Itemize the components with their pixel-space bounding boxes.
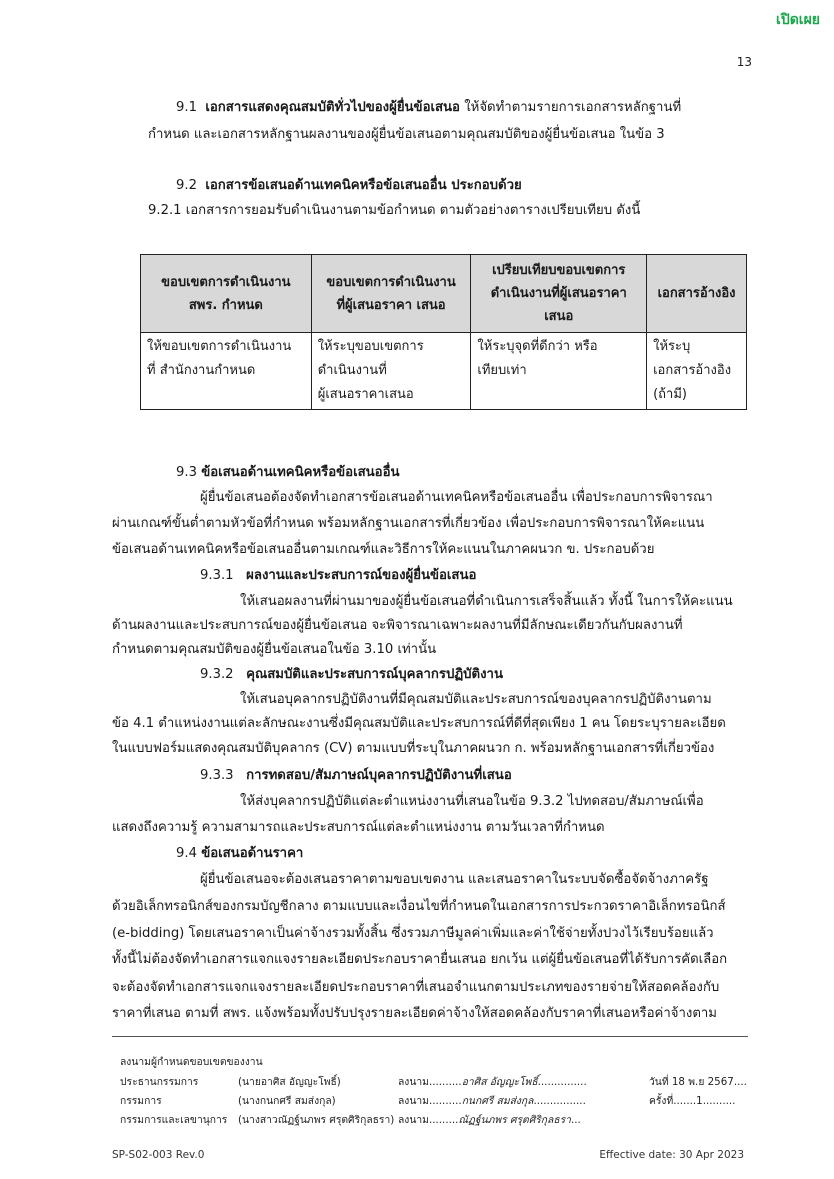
section-title: ผลงานและประสบการณ์ของผู้ยื่นข้อเสนอ	[246, 568, 477, 583]
section-text: ให้จัดทำตามรายการเอกสารหลักฐานที่	[464, 100, 682, 115]
signature-line: ลงนาม..........กนกศรี สมส่งกุล................	[398, 1095, 586, 1107]
paragraph-line: ให้ส่งบุคลากรปฏิบัติแต่ละตำแหน่งงานที่เสนอในข้อ 9.3.2 ไปทดสอบ/สัมภาษณ์เพื่อ	[240, 794, 704, 809]
section-title: เอกสารแสดงคุณสมบัติทั่วไปของผู้ยื่นข้อเสนอ	[205, 100, 460, 115]
section-9-2-1-text: 9.2.1 เอกสารการยอมรับดำเนินงานตามข้อกำหนด ตามตัวอย่างตารางเปรียบเทียบ ดังนี้	[148, 203, 641, 218]
signature-revision: ครั้งที่.......1..........	[649, 1095, 736, 1107]
section-number: 9.2	[176, 178, 197, 193]
signed-name: ณัฏฐ์นภพร ศรุตศิริกุลธรา	[458, 1114, 571, 1126]
paragraph-line: จะต้องจัดทำเอกสารแจกแจงรายละเอียดประกอบราคาที่เสนอจำแนกตามประเภทของรายจ่ายให้สอดคล้องกับ	[112, 980, 720, 995]
table-cell: ให้ระบุ เอกสารอ้างอิง (ถ้ามี)	[647, 333, 747, 410]
table-header-cell: ขอบเขตการดำเนินงาน ที่ผู้เสนอราคา เสนอ	[311, 255, 471, 333]
paragraph-line: ข้อ 4.1 ตำแหน่งงานแต่ละลักษณะงานซึ่งมีคุณสมบัติและประสบการณ์ที่ดีที่สุดเพียง 1 คน โดยระบุรายละเอียด	[112, 716, 726, 731]
table-cell: ให้ขอบเขตการดำเนินงาน ที่ สำนักงานกำหนด	[141, 333, 312, 410]
section-9-2-heading	[176, 177, 522, 195]
section-9-3-3-heading	[200, 767, 512, 785]
section-number: 9.4	[176, 846, 197, 861]
section-number: 9.3.2	[200, 667, 234, 682]
paragraph-line: ผู้ยื่นข้อเสนอจะต้องเสนอราคาตามขอบเขตงาน และเสนอราคาในระบบจัดซื้อจัดจ้างภาครัฐ	[200, 872, 709, 887]
section-number: 9.3.3	[200, 768, 234, 783]
signature-name: (นางสาวณัฏฐ์นภพร ศรุตศิริกุลธรา)	[238, 1114, 395, 1126]
table-header-cell: เปรียบเทียบขอบเขตการ ดำเนินงานที่ผู้เสนอราคา เสนอ	[471, 255, 647, 333]
section-9-4-heading	[176, 845, 303, 863]
classification-label: เปิดเผย	[776, 12, 820, 28]
footer-divider	[112, 1036, 748, 1037]
section-number: 9.3	[176, 465, 197, 480]
paragraph-line: ในแบบฟอร์มแสดงคุณสมบัติบุคลากร (CV) ตามแบบที่ระบุในภาคผนวก ก. พร้อมหลักฐานเอกสารที่เกี่ยวข้อง	[112, 741, 715, 756]
section-9-3-heading	[176, 464, 400, 482]
paragraph-line: ด้วยอิเล็กทรอนิกส์ของกรมบัญชีกลาง ตามแบบและเงื่อนไขที่กำหนดในเอกสารการประกวดราคาอิเล็กทรอนิกส์	[112, 899, 726, 914]
section-title: เอกสารข้อเสนอด้านเทคนิคหรือข้อเสนออื่น ประกอบด้วย	[205, 178, 522, 193]
paragraph-line: ราคาที่เสนอ ตามที่ สพร. แจ้งพร้อมทั้งปรับปรุงรายละเอียดค่าจ้างให้สอดคล้องกับราคาที่เสนอหรือค่าจ้างตาม	[112, 1006, 717, 1021]
page-number: 13	[736, 55, 752, 69]
signature-line: ลงนาม.........ณัฏฐ์นภพร ศรุตศิริกุลธรา...	[398, 1114, 581, 1126]
table-cell: ให้ระบุขอบเขตการ ดำเนินงานที่ ผู้เสนอราคาเสนอ	[311, 333, 471, 410]
table-header-row	[141, 255, 747, 333]
signed-name: อาศิส อัญญะโพธิ์	[461, 1076, 538, 1088]
paragraph-line: ให้เสนอบุคลากรปฏิบัติงานที่มีคุณสมบัติและประสบการณ์ของบุคลากรปฏิบัติงานตาม	[240, 692, 712, 707]
section-9-3-1-heading	[200, 567, 476, 585]
table-row	[141, 333, 747, 410]
paragraph-line: กำหนดตามคุณสมบัติของผู้ยื่นข้อเสนอในข้อ 3.10 เท่านั้น	[112, 642, 437, 657]
signature-role: กรรมการ	[120, 1095, 162, 1107]
paragraph-line: (e-bidding) โดยเสนอราคาเป็นค่าจ้างรวมทั้งสิ้น ซึ่งรวมภาษีมูลค่าเพิ่มและค่าใช้จ่ายทั้งปวงไว้เรียบร้อยแล้ว	[112, 926, 714, 941]
signature-role: ประธานกรรมการ	[120, 1076, 199, 1088]
section-9-1-line1	[176, 99, 681, 117]
section-number: 9.1	[176, 100, 197, 115]
section-title: คุณสมบัติและประสบการณ์บุคลากรปฏิบัติงาน	[246, 667, 503, 682]
comparison-table	[140, 254, 747, 410]
section-title: ข้อเสนอด้านราคา	[201, 846, 304, 861]
paragraph-line: ด้านผลงานและประสบการณ์ของผู้ยื่นข้อเสนอ จะพิจารณาเฉพาะผลงานที่มีลักษณะเดียวกันกับผลงานที่	[112, 618, 683, 633]
paragraph-line: ให้เสนอผลงานที่ผ่านมาของผู้ยื่นข้อเสนอที่ดำเนินการเสร็จสิ้นแล้ว ทั้งนี้ ในการให้คะแนน	[240, 594, 733, 609]
signature-heading: ลงนามผู้กำหนดขอบเขตของงาน	[120, 1056, 263, 1068]
section-title: การทดสอบ/สัมภาษณ์บุคลากรปฏิบัติงานที่เสนอ	[246, 768, 512, 783]
paragraph-line: ผ่านเกณฑ์ขั้นต่ำตามหัวข้อที่กำหนด พร้อมหลักฐานเอกสารที่เกี่ยวข้อง เพื่อประกอบการพิจารณาให้คะแนน	[112, 516, 705, 531]
section-number: 9.3.1	[200, 568, 234, 583]
signature-name: (นางกนกศรี สมส่งกุล)	[238, 1095, 336, 1107]
section-title: ข้อเสนอด้านเทคนิคหรือข้อเสนออื่น	[201, 465, 400, 480]
table-header-cell: ขอบเขตการดำเนินงาน สพร. กำหนด	[141, 255, 312, 333]
paragraph-line: ผู้ยื่นข้อเสนอต้องจัดทำเอกสารข้อเสนอด้านเทคนิคหรือข้อเสนออื่น เพื่อประกอบการพิจารณา	[200, 490, 713, 505]
signature-role: กรรมการและเลขานุการ	[120, 1114, 228, 1126]
paragraph-line: ทั้งนี้ไม่ต้องจัดทำเอกสารแจกแจงรายละเอียดประกอบราคายื่นเสนอ ยกเว้น แต่ผู้ยื่นข้อเสนอที่ได้รับการคัดเลือก	[112, 952, 728, 967]
effective-date: Effective date: 30 Apr 2023	[599, 1149, 744, 1161]
document-code: SP-S02-003 Rev.0	[112, 1149, 205, 1161]
paragraph-line: แสดงถึงความรู้ ความสามารถและประสบการณ์แต่ละตำแหน่งงาน ตามวันเวลาที่กำหนด	[112, 820, 605, 835]
paragraph-line: ข้อเสนอด้านเทคนิคหรือข้อเสนออื่นตามเกณฑ์และวิธีการให้คะแนนในภาคผนวก ข. ประกอบด้วย	[112, 542, 655, 557]
section-9-1-line2: กำหนด และเอกสารหลักฐานผลงานของผู้ยื่นข้อเสนอตามคุณสมบัติของผู้ยื่นข้อเสนอ ในข้อ 3	[148, 127, 665, 142]
signed-name: กนกศรี สมส่งกุล	[461, 1095, 534, 1107]
signature-date: วันที่ 18 พ.ย 2567....	[649, 1076, 747, 1088]
signature-line: ลงนาม..........อาศิส อัญญะโพธิ์...............	[398, 1076, 587, 1088]
signature-name: (นายอาศิส อัญญะโพธิ์)	[238, 1076, 341, 1088]
table-cell: ให้ระบุจุดที่ดีกว่า หรือ เทียบเท่า	[471, 333, 647, 410]
section-9-3-2-heading	[200, 666, 503, 684]
table-header-cell: เอกสารอ้างอิง	[647, 255, 747, 333]
